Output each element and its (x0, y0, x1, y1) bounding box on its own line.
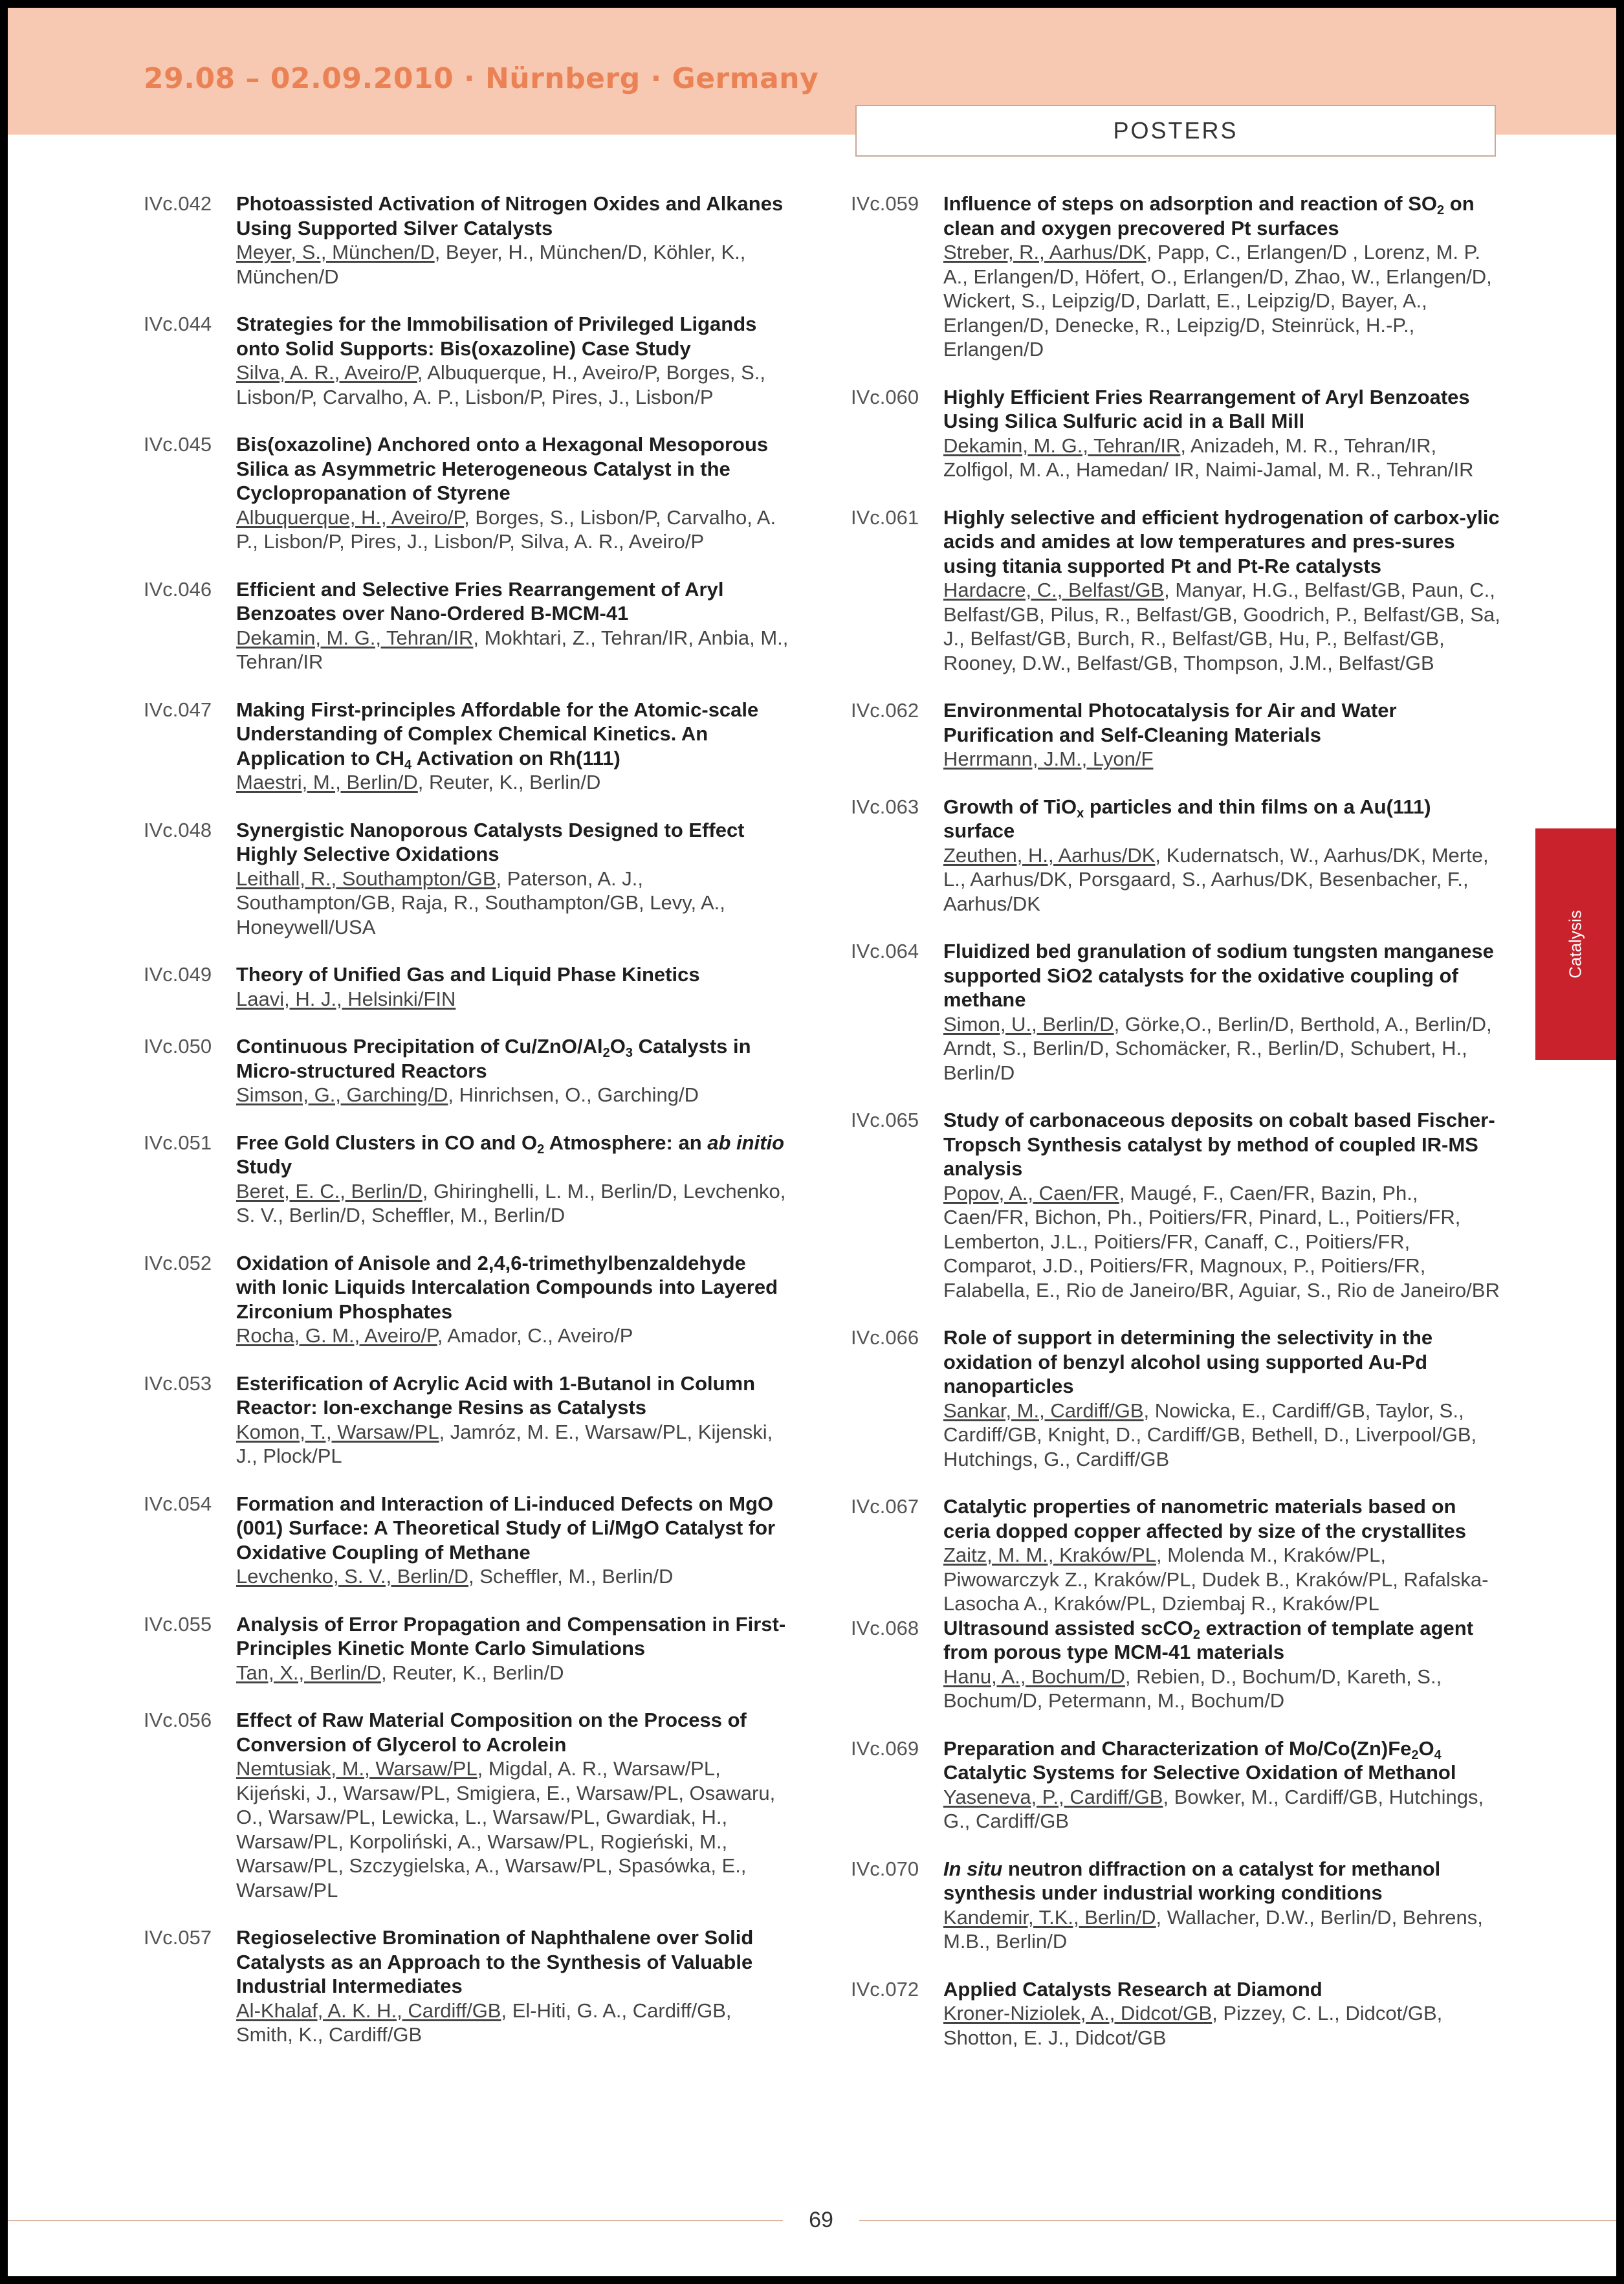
poster-code: IVc.054 (144, 1492, 212, 1515)
title-text: Efficient and Selective Fries Rearrangement of Aryl Benzoates over Nano-Ordered B-MCM-41 (236, 577, 724, 625)
poster-authors (943, 434, 1504, 482)
poster-body (943, 795, 1504, 916)
footer-rule-left (8, 2220, 783, 2221)
poster-entry (851, 1616, 1504, 1713)
poster-authors (236, 240, 791, 289)
poster-authors (236, 867, 791, 940)
co-authors: , Migdal, A. R., Warsaw/PL, Kijeński, J., Warsaw/PL, Smigiera, E., Warsaw/PL, Osawaru, O., Warsaw/PL, Lewicka, L., Warsaw/PL, Gwardiak, H., Warsaw/PL, Korpoliński, A., Warsaw/PL, Rogieński, M., Warsaw/PL, Szczygielska, A., Warsaw/PL, Spasówka, E., Warsaw/PL (236, 1757, 776, 1901)
title-text: Preparation and Characterization of Mo/Co(Zn)Fe (943, 1736, 1412, 1760)
poster-code: IVc.046 (144, 577, 212, 601)
poster-entry (851, 505, 1504, 676)
presenting-author: Hanu, A., Bochum/D (943, 1665, 1125, 1688)
poster-entry (144, 1131, 791, 1228)
poster-body (943, 1736, 1504, 1834)
poster-body (236, 192, 791, 289)
poster-code: IVc.052 (144, 1251, 212, 1274)
poster-code: IVc.042 (144, 192, 212, 215)
co-authors: , Papp, C., Erlangen/D , Lorenz, M. P. A., Erlangen/D, Höfert, O., Erlangen/D, Zhao, W., Erlangen/D, Wickert, S., Leipzig/D, Darlatt, E., Leipzig/D, Bayer, A., Erlangen/D, Denecke, R., Leipzig/D, Steinrück, H.-P., Erlangen/D (943, 241, 1492, 360)
presenting-author: Maestri, M., Berlin/D (236, 771, 418, 793)
poster-body (943, 1977, 1504, 2050)
presenting-author: Simson, G., Garching/D (236, 1083, 448, 1106)
poster-title (236, 1925, 791, 1999)
poster-body (943, 1494, 1504, 1616)
title-text: Free Gold Clusters in CO and O (236, 1131, 538, 1154)
co-authors: , Jamróz, M. E., Warsaw/PL, Kijenski, J., Plock/PL (236, 1420, 773, 1467)
presenting-author: Komon, T., Warsaw/PL (236, 1420, 439, 1443)
title-subscript: 4 (404, 757, 412, 772)
co-authors: , Borges, S., Lisbon/P, Carvalho, A. P., Lisbon/P, Pires, J., Lisbon/P, Silva, A. R., Aveiro/P (236, 505, 776, 553)
poster-entry (144, 1034, 791, 1107)
presenting-author: Leithall, R., Southampton/GB (236, 867, 496, 890)
poster-body (236, 312, 791, 409)
title-text: Growth of TiO (943, 795, 1077, 818)
title-text: Esterification of Acrylic Acid with 1-Butanol in Column Reactor: Ion-exchange Resins as Catalysts (236, 1371, 756, 1419)
poster-code: IVc.059 (851, 192, 919, 215)
title-text: Effect of Raw Material Composition on the Process of Conversion of Glycerol to Acrolein (236, 1709, 747, 1756)
poster-title (943, 1616, 1504, 1665)
poster-body (236, 1371, 791, 1469)
poster-title (943, 385, 1504, 434)
co-authors: , Scheffler, M., Berlin/D (468, 1565, 674, 1588)
title-text: extraction of template agent from porous type MCM-41 materials (943, 1616, 1474, 1663)
poster-body (236, 962, 791, 1011)
poster-authors (943, 1905, 1504, 1954)
poster-code: IVc.053 (144, 1371, 212, 1395)
poster-entry (144, 1251, 791, 1348)
poster-code: IVc.061 (851, 505, 919, 529)
poster-authors (236, 1083, 791, 1107)
co-authors: , Maugé, F., Caen/FR, Bazin, Ph., Caen/FR, Bichon, Ph., Poitiers/FR, Pinard, L., Poitiers/FR, Lemberton, J.L., Poitiers/FR, Canaff, C., Poitiers/FR, Comparot, J.D., Poitiers/FR, Magnoux, P., Poitiers/FR, Falabella, E., Rio de Janeiro/BR, Aguiar, S., Rio de Janeiro/BR (943, 1181, 1500, 1302)
presenting-author: Yaseneva, P., Cardiff/GB (943, 1785, 1163, 1808)
poster-body (236, 1131, 791, 1228)
poster-title (236, 1612, 791, 1661)
poster-entry (851, 1977, 1504, 2050)
presenting-author: Laavi, H. J., Helsinki/FIN (236, 987, 456, 1010)
poster-list-right (851, 192, 1504, 2073)
title-text: Environmental Photocatalysis for Air and Water Purification and Self-Cleaning Materials (943, 699, 1397, 746)
poster-title (943, 192, 1504, 240)
title-text: O (609, 1035, 626, 1058)
co-authors: , Anizadeh, M. R., Tehran/IR, Zolfigol, M. A., Hamedan/ IR, Naimi-Jamal, M. R., Tehran/IR (943, 434, 1474, 481)
poster-title (943, 1736, 1504, 1785)
poster-code: IVc.056 (144, 1709, 212, 1731)
title-text: Formation and Interaction of Li-induced Defects on MgO (001) Surface: A Theoretical Study of Li/MgO Catalyst for Oxidative Coupling of Methane (236, 1492, 776, 1564)
poster-authors (943, 240, 1504, 362)
title-text: Strategies for the Immobilisation of Privileged Ligands onto Solid Supports: Bis(oxazoline) Case Study (236, 313, 757, 360)
page-number: 69 (809, 2208, 833, 2232)
poster-entry (144, 962, 791, 1011)
poster-title (943, 939, 1504, 1012)
title-subscript: 4 (1434, 1747, 1442, 1762)
title-text: Ultrasound assisted scCO (943, 1616, 1193, 1639)
co-authors: , Molenda M., Kraków/PL, Piwowarczyk Z., Kraków/PL, Dudek B., Kraków/PL, Rafalska-Lasocha A., Kraków/PL, Dziembaj R., Kraków/PL (943, 1544, 1489, 1615)
poster-code: IVc.051 (144, 1131, 212, 1154)
title-text: Fluidized bed granulation of sodium tungsten manganese supported SiO2 catalysts for the oxidative coupling of methane (943, 940, 1494, 1011)
poster-title (236, 1131, 791, 1179)
poster-body (236, 818, 791, 940)
poster-entry (144, 1612, 791, 1685)
poster-entry (851, 385, 1504, 482)
poster-title (236, 577, 791, 626)
title-subscript: 2 (537, 1142, 545, 1157)
poster-title (943, 795, 1504, 843)
poster-entry (851, 939, 1504, 1085)
poster-authors (236, 987, 791, 1012)
poster-title (943, 1494, 1504, 1543)
poster-title (236, 1034, 791, 1083)
presenting-author: Popov, A., Caen/FR (943, 1181, 1119, 1204)
title-subscript: x (1077, 806, 1084, 821)
title-subscript: 2 (1411, 1747, 1419, 1762)
footer-rule-right (859, 2220, 1616, 2221)
title-subscript: 2 (602, 1046, 610, 1060)
poster-authors (943, 1665, 1504, 1713)
co-authors: , Reuter, K., Berlin/D (417, 771, 601, 793)
co-authors: , Amador, C., Aveiro/P (437, 1324, 633, 1347)
title-text: particles and thin films on a Au(111) surface (943, 795, 1431, 842)
poster-authors (236, 360, 791, 409)
poster-authors (236, 626, 791, 674)
poster-authors (236, 1661, 791, 1685)
co-authors: , Manyar, H.G., Belfast/GB, Paun, C., Belfast/GB, Pilus, R., Belfast/GB, Goodrich, P., Belfast/GB, Sa, J., Belfast/GB, Burch, R., Belfast/GB, Hu, P., Belfast/GB, Rooney, D.W., Belfast/GB, Thompson, J.M., Belfast/GB (943, 579, 1500, 674)
title-text: Regioselective Bromination of Naphthalene over Solid Catalysts as an Approach to the Synthesis of Valuable Industrial Intermediates (236, 1926, 754, 1997)
presenting-author: Zaitz, M. M., Kraków/PL (943, 1544, 1157, 1566)
title-subscript: 2 (1192, 1627, 1201, 1642)
title-text: Catalytic Systems for Selective Oxidation of Methanol (943, 1761, 1456, 1784)
co-authors: , Kudernatsch, W., Aarhus/DK, Merte, L., Aarhus/DK, Porsgaard, S., Aarhus/DK, Besenbacher, F., Aarhus/DK (943, 843, 1489, 915)
co-authors: , Görke,O., Berlin/D, Berthold, A., Berlin/D, Arndt, S., Berlin/D, Schomäcker, R., Berlin/D, Schubert, H., Berlin/D (943, 1012, 1492, 1084)
title-text: Role of support in determining the selectivity in the oxidation of benzyl alcohol using supported Au-Pd nanoparticles (943, 1326, 1433, 1397)
co-authors: , Nowicka, E., Cardiff/GB, Taylor, S., Cardiff/GB, Knight, D., Cardiff/GB, Bethell, D., Liverpool/GB, Hutchings, G., Cardiff/GB (943, 1399, 1477, 1470)
poster-entry (144, 818, 791, 940)
poster-entry (144, 1925, 791, 2047)
co-authors: , Hinrichsen, O., Garching/D (448, 1083, 699, 1106)
poster-entry (851, 192, 1504, 362)
poster-body (943, 505, 1504, 676)
presenting-author: Simon, U., Berlin/D (943, 1012, 1114, 1036)
co-authors: , Mokhtari, Z., Tehran/IR, Anbia, M., Tehran/IR (236, 626, 789, 673)
title-text: Atmosphere: an (544, 1131, 708, 1154)
presenting-author: Kandemir, T.K., Berlin/D (943, 1905, 1156, 1929)
poster-entry (851, 1494, 1504, 1616)
poster-body (236, 1925, 791, 2047)
presenting-author: Sankar, M., Cardiff/GB (943, 1399, 1144, 1422)
title-text: neutron diffraction on a catalyst for methanol synthesis under industrial working conditions (943, 1857, 1441, 1904)
co-authors: , El-Hiti, G. A., Cardiff/GB, Smith, K., Cardiff/GB (236, 1999, 732, 2046)
poster-title (236, 1251, 791, 1324)
poster-body (236, 1034, 791, 1107)
poster-entry (144, 192, 791, 289)
presenting-author: Hardacre, C., Belfast/GB (943, 579, 1165, 601)
presenting-author: Dekamin, M. G., Tehran/IR (236, 626, 474, 649)
presenting-author: Kroner-Niziolek, A., Didcot/GB (943, 2002, 1213, 2024)
poster-code: IVc.057 (144, 1926, 212, 1949)
title-text: Catalysts in Micro-structured Reactors (236, 1035, 751, 1082)
poster-body (236, 432, 791, 554)
poster-entry (144, 312, 791, 409)
title-text: Oxidation of Anisole and 2,4,6-trimethylbenzaldehyde with Ionic Liquids Intercalation Compounds into Layered Zirconium Phosphates (236, 1251, 778, 1323)
presenting-author: Silva, A. R., Aveiro/P (236, 361, 417, 384)
poster-code: IVc.070 (851, 1857, 919, 1880)
poster-authors (943, 843, 1504, 916)
title-text: Bis(oxazoline) Anchored onto a Hexagonal Mesoporous Silica as Asymmetric Heterogeneous Catalyst in the Cyclopropanation of Styrene (236, 433, 769, 504)
event-title: 29.08 – 02.09.2010 · Nürnberg · Germany (144, 62, 819, 95)
poster-body (943, 698, 1504, 771)
poster-authors (236, 1999, 791, 2047)
section-tab-label: Catalysis (1565, 910, 1585, 979)
poster-authors (943, 578, 1504, 675)
poster-body (236, 698, 791, 795)
poster-code: IVc.050 (144, 1035, 212, 1058)
poster-title (943, 1108, 1504, 1181)
title-text: Highly Efficient Fries Rearrangement of Aryl Benzoates Using Silica Sulfuric acid in a Ball Mill (943, 385, 1470, 432)
poster-entry (851, 1108, 1504, 1302)
poster-code: IVc.065 (851, 1109, 919, 1131)
poster-code: IVc.067 (851, 1495, 919, 1518)
title-text: Photoassisted Activation of Nitrogen Oxides and Alkanes Using Supported Silver Catalysts (236, 192, 784, 239)
poster-authors (236, 1179, 791, 1228)
poster-title (236, 1708, 791, 1757)
presenting-author: Herrmann, J.M., Lyon/F (943, 748, 1154, 770)
poster-body (943, 939, 1504, 1085)
presenting-author: Beret, E. C., Berlin/D (236, 1179, 422, 1203)
poster-code: IVc.063 (851, 795, 919, 818)
title-text: Activation on Rh(111) (411, 746, 620, 770)
poster-authors (236, 1420, 791, 1469)
title-text: Influence of steps on adsorption and reaction of SO (943, 192, 1438, 215)
poster-title (943, 1857, 1504, 1905)
poster-entry (851, 698, 1504, 771)
co-authors: , Beyer, H., München/D, Köhler, K., München/D (236, 241, 746, 288)
poster-authors (236, 1324, 791, 1348)
poster-entry (851, 795, 1504, 916)
poster-code: IVc.048 (144, 818, 212, 841)
poster-body (236, 1492, 791, 1589)
co-authors: , Reuter, K., Berlin/D (380, 1661, 564, 1684)
poster-title (236, 962, 791, 987)
title-text: Continuous Precipitation of Cu/ZnO/Al (236, 1035, 603, 1058)
title-text: Study of carbonaceous deposits on cobalt based Fischer-Tropsch Synthesis catalyst by method of coupled IR-MS analysis (943, 1109, 1495, 1180)
poster-entry (144, 1708, 791, 1902)
poster-entry (144, 577, 791, 674)
presenting-author: Meyer, S., München/D (236, 241, 435, 263)
poster-entry (851, 1857, 1504, 1954)
poster-title (943, 1977, 1504, 2002)
poster-code: IVc.072 (851, 1977, 919, 2001)
section-tab-catalysis[interactable] (1535, 828, 1616, 1060)
poster-body (943, 1857, 1504, 1954)
title-text: Synergistic Nanoporous Catalysts Designed to Effect Highly Selective Oxidations (236, 818, 745, 865)
poster-body (236, 1251, 791, 1348)
co-authors: , Bowker, M., Cardiff/GB, Hutchings, G., Cardiff/GB (943, 1785, 1484, 1832)
poster-authors (943, 747, 1504, 771)
co-authors: , Paterson, A. J., Southampton/GB, Raja, R., Southampton/GB, Levy, A., Honeywell/USA (236, 867, 725, 938)
poster-body (943, 385, 1504, 482)
poster-entry (144, 1492, 791, 1589)
title-text: O (1418, 1736, 1434, 1760)
presenting-author: Zeuthen, H., Aarhus/DK (943, 843, 1156, 867)
poster-code: IVc.068 (851, 1616, 919, 1639)
poster-entry (144, 432, 791, 554)
poster-body (943, 1325, 1504, 1471)
presenting-author: Al-Khalaf, A. K. H., Cardiff/GB (236, 1999, 501, 2022)
poster-title (236, 818, 791, 867)
title-text: Theory of Unified Gas and Liquid Phase Kinetics (236, 963, 700, 986)
presenting-author: Levchenko, S. V., Berlin/D (236, 1565, 468, 1588)
title-text: Catalytic properties of nanometric materials based on ceria dopped copper affected by size of the crystallites (943, 1495, 1466, 1542)
poster-authors (943, 1543, 1504, 1616)
title-text: In situ (943, 1857, 1003, 1880)
poster-code: IVc.044 (144, 313, 212, 335)
poster-authors (236, 770, 791, 795)
poster-title (943, 698, 1504, 747)
poster-entry (144, 698, 791, 795)
co-authors: , Wallacher, D.W., Berlin/D, Behrens, M.B., Berlin/D (943, 1905, 1483, 1953)
presenting-author: Dekamin, M. G., Tehran/IR (943, 434, 1181, 457)
poster-body (943, 1108, 1504, 1302)
poster-authors (943, 1399, 1504, 1472)
presenting-author: Rocha, G. M., Aveiro/P (236, 1324, 437, 1347)
poster-authors (236, 1757, 791, 1902)
co-authors: , Rebien, D., Bochum/D, Kareth, S., Bochum/D, Petermann, M., Bochum/D (943, 1665, 1442, 1712)
title-subscript: 3 (625, 1046, 633, 1060)
poster-title (943, 505, 1504, 579)
poster-entry (851, 1325, 1504, 1471)
presenting-author: Albuquerque, H., Aveiro/P (236, 505, 465, 529)
poster-authors (943, 1785, 1504, 1834)
poster-title (236, 698, 791, 771)
co-authors: , Ghiringhelli, L. M., Berlin/D, Levchenko, S. V., Berlin/D, Scheffler, M., Berlin/D (236, 1179, 786, 1226)
title-subscript: 2 (1437, 203, 1445, 217)
poster-entry (851, 1736, 1504, 1834)
poster-title (236, 1371, 791, 1420)
poster-body (236, 577, 791, 674)
title-text: Analysis of Error Propagation and Compensation in First-Principles Kinetic Monte Carlo Simulations (236, 1612, 786, 1659)
poster-body (943, 192, 1504, 362)
poster-list-left (144, 192, 791, 2070)
poster-code: IVc.049 (144, 963, 212, 986)
title-text: Study (236, 1155, 292, 1178)
poster-authors (236, 1564, 791, 1589)
poster-title (236, 1492, 791, 1565)
poster-code: IVc.055 (144, 1612, 212, 1635)
poster-body (236, 1708, 791, 1902)
poster-body (943, 1616, 1504, 1713)
co-authors: , Pizzey, C. L., Didcot/GB, Shotton, E. J., Didcot/GB (943, 2002, 1443, 2049)
poster-code: IVc.066 (851, 1326, 919, 1349)
title-text: on clean and oxygen precovered Pt surfaces (943, 192, 1475, 239)
poster-code: IVc.064 (851, 940, 919, 962)
poster-title (236, 312, 791, 360)
section-label-posters: POSTERS (855, 105, 1496, 157)
poster-entry (144, 1371, 791, 1469)
poster-title (943, 1325, 1504, 1399)
poster-body (236, 1612, 791, 1685)
co-authors: , Albuquerque, H., Aveiro/P, Borges, S., Lisbon/P, Carvalho, A. P., Lisbon/P, Pires, J., Lisbon/P (236, 361, 765, 408)
title-text: Making First-principles Affordable for the Atomic-scale Understanding of Complex Chemical Kinetics. An Application to CH (236, 698, 759, 770)
poster-code: IVc.062 (851, 699, 919, 722)
poster-code: IVc.069 (851, 1736, 919, 1760)
poster-code: IVc.060 (851, 385, 919, 408)
poster-title (236, 192, 791, 240)
presenting-author: Nemtusiak, M., Warsaw/PL (236, 1757, 477, 1780)
poster-title (236, 432, 791, 505)
poster-authors (236, 505, 791, 554)
poster-code: IVc.047 (144, 698, 212, 721)
poster-authors (943, 1181, 1504, 1303)
presenting-author: Tan, X., Berlin/D (236, 1661, 381, 1684)
title-text: Highly selective and efficient hydrogenation of carbox-ylic acids and amides at low temperatures and pres-sures using titania supported Pt and Pt-Re catalysts (943, 505, 1500, 577)
title-text: ab initio (707, 1131, 785, 1154)
presenting-author: Streber, R., Aarhus/DK (943, 241, 1147, 263)
poster-authors (943, 2001, 1504, 2050)
poster-code: IVc.045 (144, 433, 212, 456)
poster-authors (943, 1012, 1504, 1085)
title-text: Applied Catalysts Research at Diamond (943, 1977, 1322, 2001)
